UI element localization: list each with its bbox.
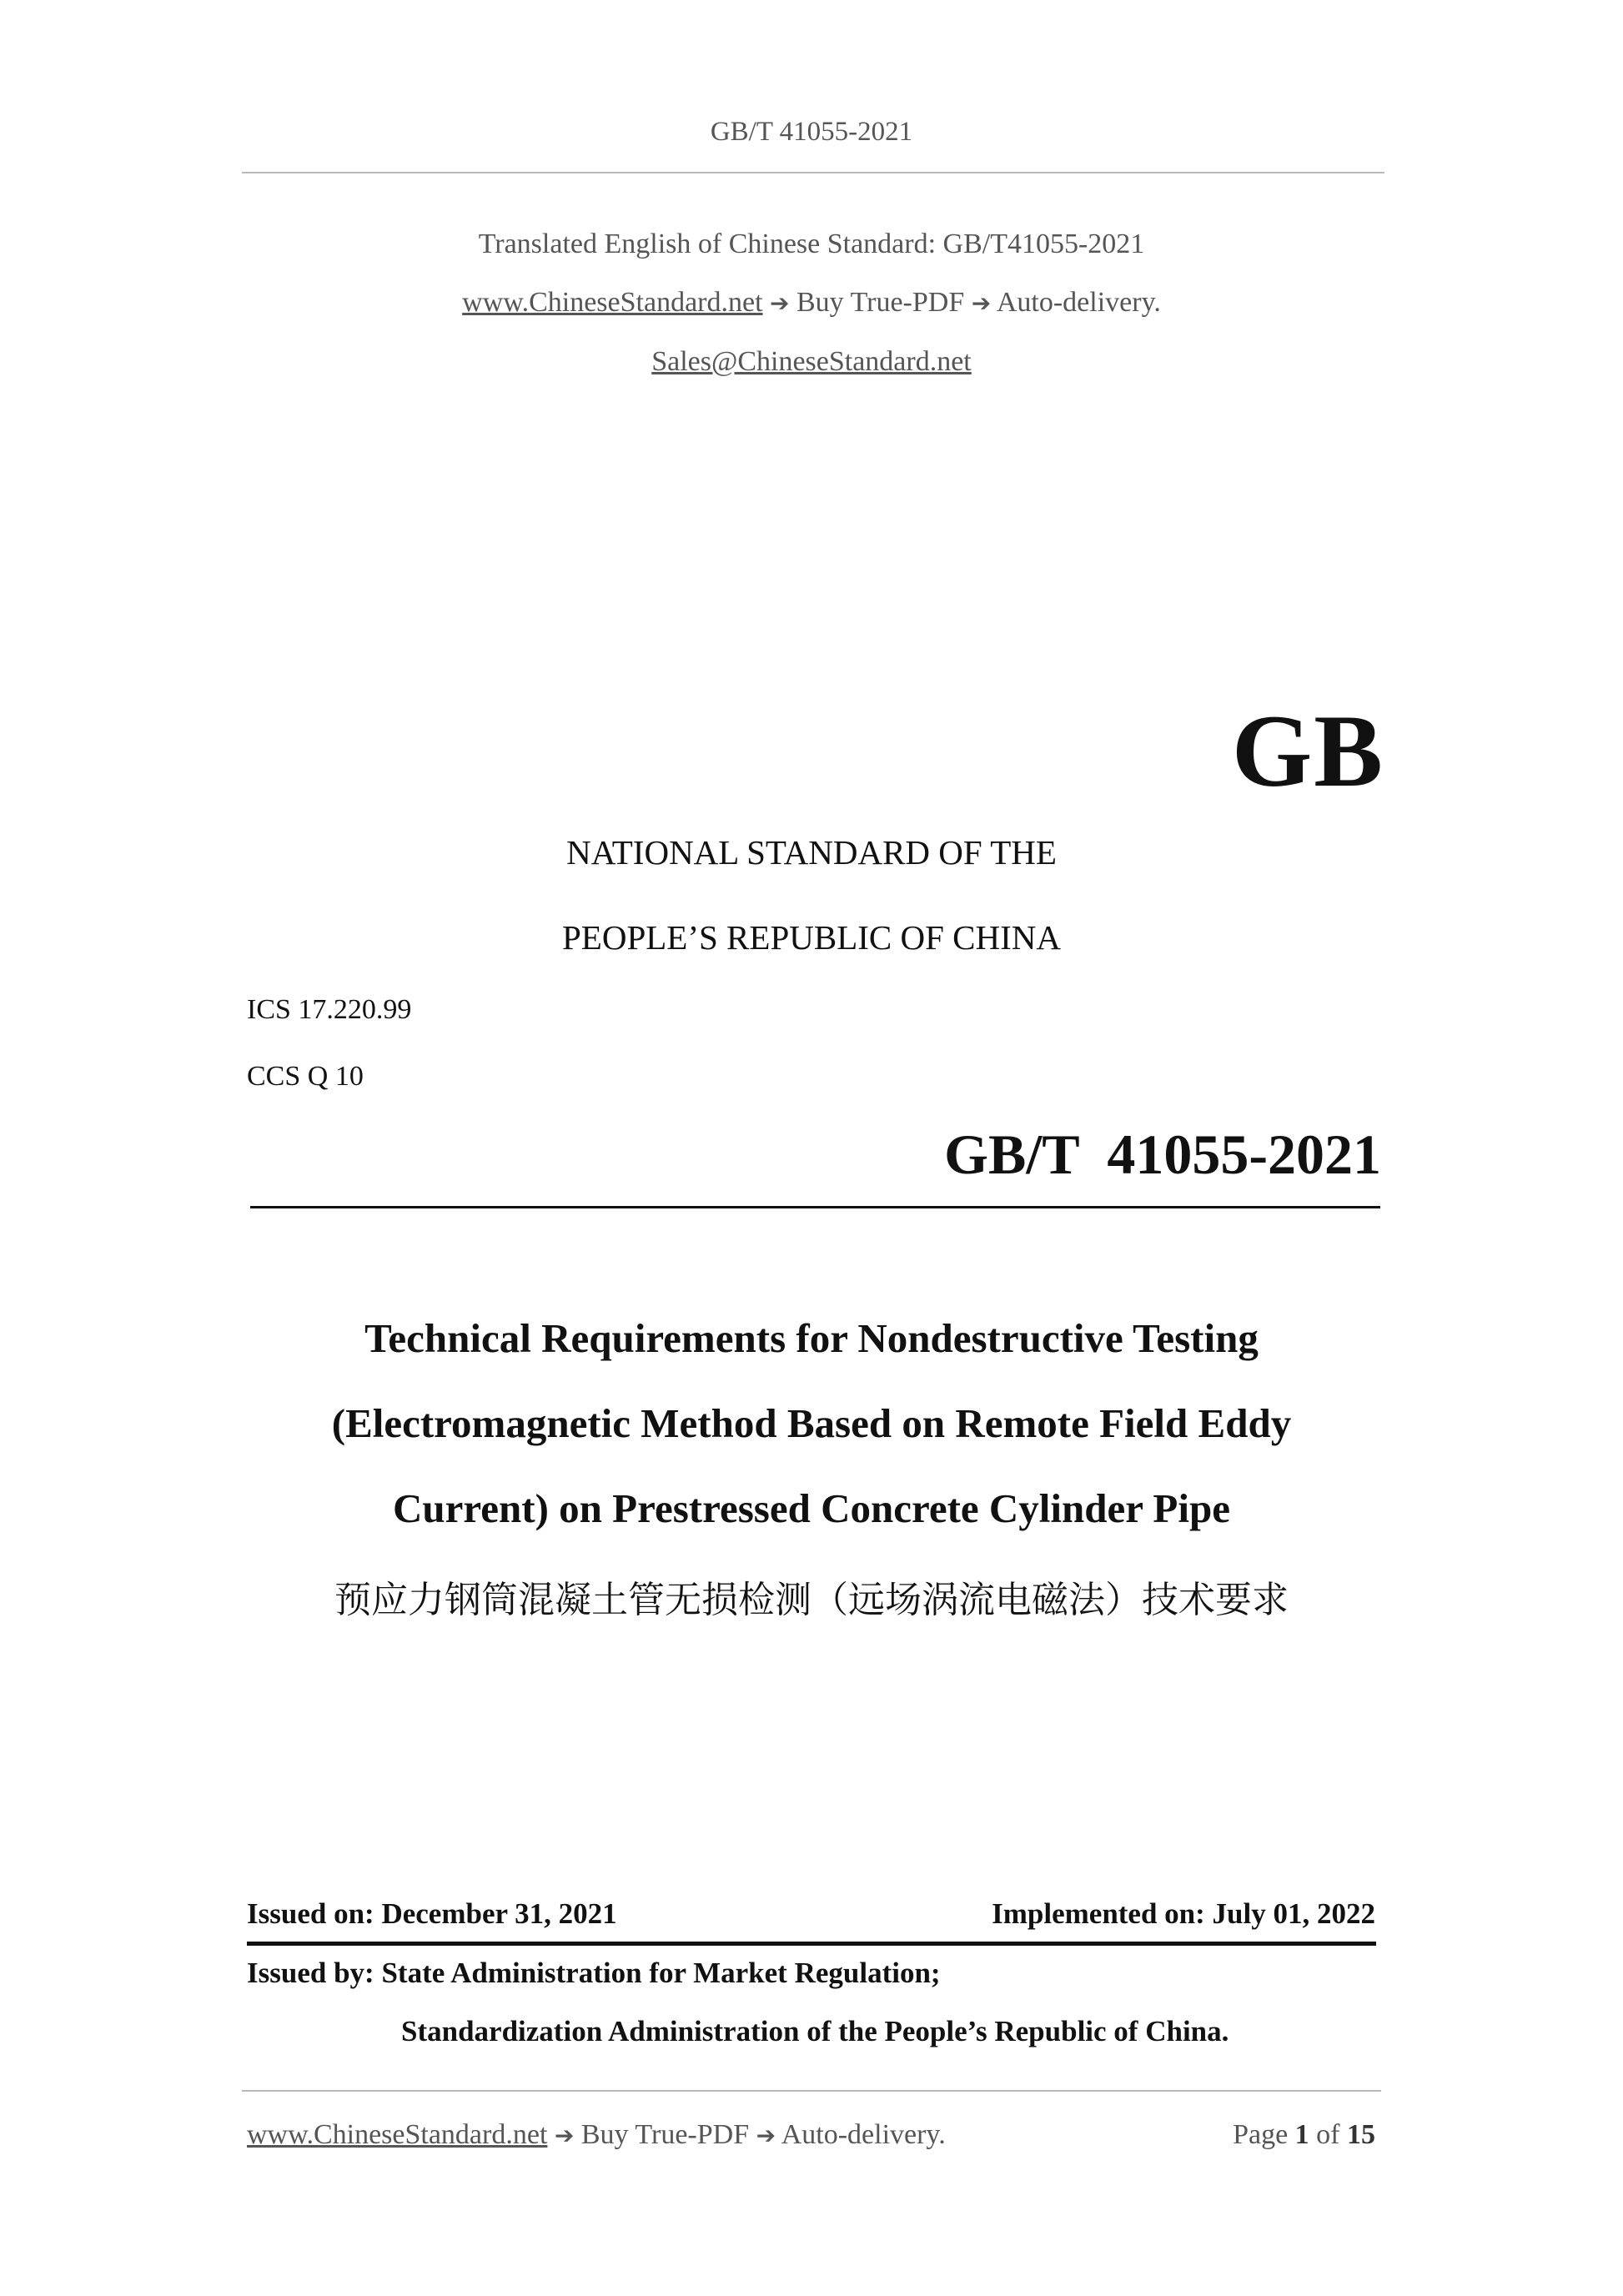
implemented-on-date: Implemented on: July 01, 2022 bbox=[992, 1897, 1375, 1930]
page-total: 15 bbox=[1347, 2119, 1375, 2150]
footer-purchase-line bbox=[247, 2119, 946, 2151]
standard-number: GB/T 41055-2021 bbox=[944, 1123, 1381, 1186]
ics-code: ICS 17.220.99 bbox=[247, 994, 412, 1025]
issued-by-line-2: Standardization Administration of the People’s Republic of China. bbox=[401, 2015, 1229, 2047]
issue-divider bbox=[247, 1942, 1376, 1946]
issued-by-line-1: Issued by: State Administration for Market Regulation; bbox=[247, 1957, 941, 1989]
sales-email-link[interactable]: Sales@ChineseStandard.net bbox=[651, 346, 972, 377]
right-arrow-icon: ➔ bbox=[770, 289, 790, 317]
sales-line bbox=[0, 346, 1623, 378]
delivery-text: Auto-delivery. bbox=[996, 287, 1161, 318]
site-link[interactable]: www.ChineseStandard.net bbox=[462, 287, 763, 318]
national-standard-line-2: PEOPLE’S REPUBLIC OF CHINA bbox=[562, 918, 1061, 957]
footer-divider bbox=[242, 2090, 1381, 2092]
title-en-line-3: Current) on Prestressed Concrete Cylinder Pipe bbox=[393, 1485, 1230, 1531]
right-arrow-icon: ➔ bbox=[554, 2122, 575, 2149]
title-en-line-2: (Electromagnetic Method Based on Remote Field Eddy bbox=[331, 1400, 1292, 1446]
gb-logo: GB bbox=[1231, 694, 1384, 808]
buy-text: Buy True-PDF bbox=[796, 287, 965, 318]
ccs-code: CCS Q 10 bbox=[247, 1061, 364, 1092]
running-header: GB/T 41055-2021 bbox=[710, 117, 913, 147]
footer-buy-text: Buy True-PDF bbox=[580, 2119, 750, 2150]
issued-on-date: Issued on: December 31, 2021 bbox=[247, 1897, 617, 1930]
national-standard-line-1: NATIONAL STANDARD OF THE bbox=[566, 833, 1057, 872]
title-chinese: 预应力钢筒混凝土管无损检测（远场涡流电磁法）技术要求 bbox=[334, 1579, 1289, 1621]
right-arrow-icon: ➔ bbox=[971, 289, 992, 317]
purchase-line bbox=[0, 287, 1623, 319]
standard-number-divider bbox=[250, 1206, 1380, 1208]
page-indicator bbox=[1233, 2119, 1375, 2151]
right-arrow-icon: ➔ bbox=[756, 2122, 776, 2149]
page-current: 1 bbox=[1294, 2119, 1309, 2150]
header-divider bbox=[242, 172, 1384, 173]
page-label: Page bbox=[1233, 2119, 1289, 2150]
page-of: of bbox=[1316, 2119, 1340, 2150]
footer-site-link[interactable]: www.ChineseStandard.net bbox=[247, 2119, 548, 2150]
footer-delivery-text: Auto-delivery. bbox=[781, 2119, 946, 2150]
title-en-line-1: Technical Requirements for Nondestructive Testing bbox=[364, 1315, 1259, 1361]
translation-note: Translated English of Chinese Standard: GB/T41055-2021 bbox=[478, 229, 1145, 259]
